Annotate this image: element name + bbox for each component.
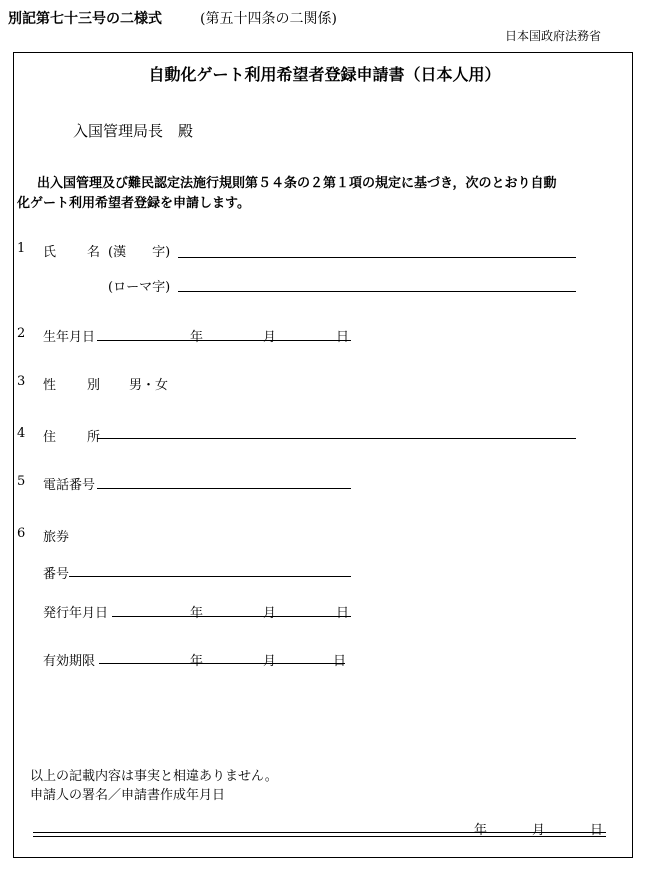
issue-month: 月: [263, 606, 277, 621]
ministry-name: 日本国政府法務省: [505, 29, 602, 43]
field-address-label-b: 所: [87, 430, 101, 445]
field-address-number: 4: [17, 426, 26, 441]
phone-line[interactable]: [97, 488, 351, 489]
signature-label: 申請人の署名／申請書作成年月日: [30, 788, 226, 803]
field-dob-number: 2: [17, 326, 26, 341]
sex-options[interactable]: 男・女: [129, 378, 169, 393]
expiry-month: 月: [263, 654, 277, 669]
issue-year: 年: [190, 606, 204, 621]
field-sex-label-b: 別: [87, 378, 101, 393]
passport-number-label: 番号: [43, 567, 70, 582]
signature-day: 日: [590, 823, 604, 838]
dob-year: 年: [190, 330, 204, 345]
issue-day: 日: [336, 606, 350, 621]
field-name-roman-label: (ローマ字): [108, 280, 171, 295]
addressee: 入国管理局長 殿: [73, 122, 194, 140]
expiry-year: 年: [190, 654, 204, 669]
name-roman-line[interactable]: [178, 291, 576, 292]
expiry-date-line[interactable]: [99, 663, 345, 664]
declaration: 以上の記載内容は事実と相違ありません。: [30, 769, 278, 784]
dob-line[interactable]: [97, 340, 351, 341]
signature-line-lower: [33, 836, 606, 837]
form-reference: (第五十四条の二関係): [200, 11, 337, 27]
dob-day: 日: [336, 330, 350, 345]
intro-line-2: 化ゲート利用希望者登録を申請します。: [17, 196, 250, 211]
field-phone-label: 電話番号: [43, 478, 96, 493]
field-name-kanji-label: (漢 字): [108, 245, 171, 260]
signature-year: 年: [474, 823, 488, 838]
field-name-number: 1: [17, 241, 26, 256]
passport-issue-label: 発行年月日: [43, 606, 109, 621]
signature-month: 月: [532, 823, 546, 838]
field-sex-number: 3: [17, 374, 26, 389]
field-name-label-a: 氏: [43, 245, 57, 260]
signature-line-upper[interactable]: [33, 832, 606, 833]
field-passport-label: 旅券: [43, 530, 70, 545]
passport-number-line[interactable]: [69, 576, 351, 577]
field-passport-number: 6: [17, 526, 26, 541]
field-address-label-a: 住: [43, 430, 57, 445]
issue-date-line[interactable]: [112, 616, 351, 617]
form-label: 別記第七十三号の二様式: [8, 11, 162, 27]
field-dob-label: 生年月日: [43, 330, 96, 345]
address-line[interactable]: [97, 438, 576, 439]
field-sex-label-a: 性: [43, 378, 57, 393]
field-name-label-b: 名: [87, 245, 101, 260]
document-title: 自動化ゲート利用希望者登録申請書（日本人用）: [148, 65, 501, 84]
expiry-day: 日: [333, 654, 347, 669]
dob-month: 月: [263, 330, 277, 345]
passport-expiry-label: 有効期限: [43, 654, 96, 669]
intro-line-1: 出入国管理及び難民認定法施行規則第５４条の２第１項の規定に基づき，次のとおり自動: [37, 176, 557, 191]
name-kanji-line[interactable]: [178, 257, 576, 258]
field-phone-number: 5: [17, 474, 26, 489]
